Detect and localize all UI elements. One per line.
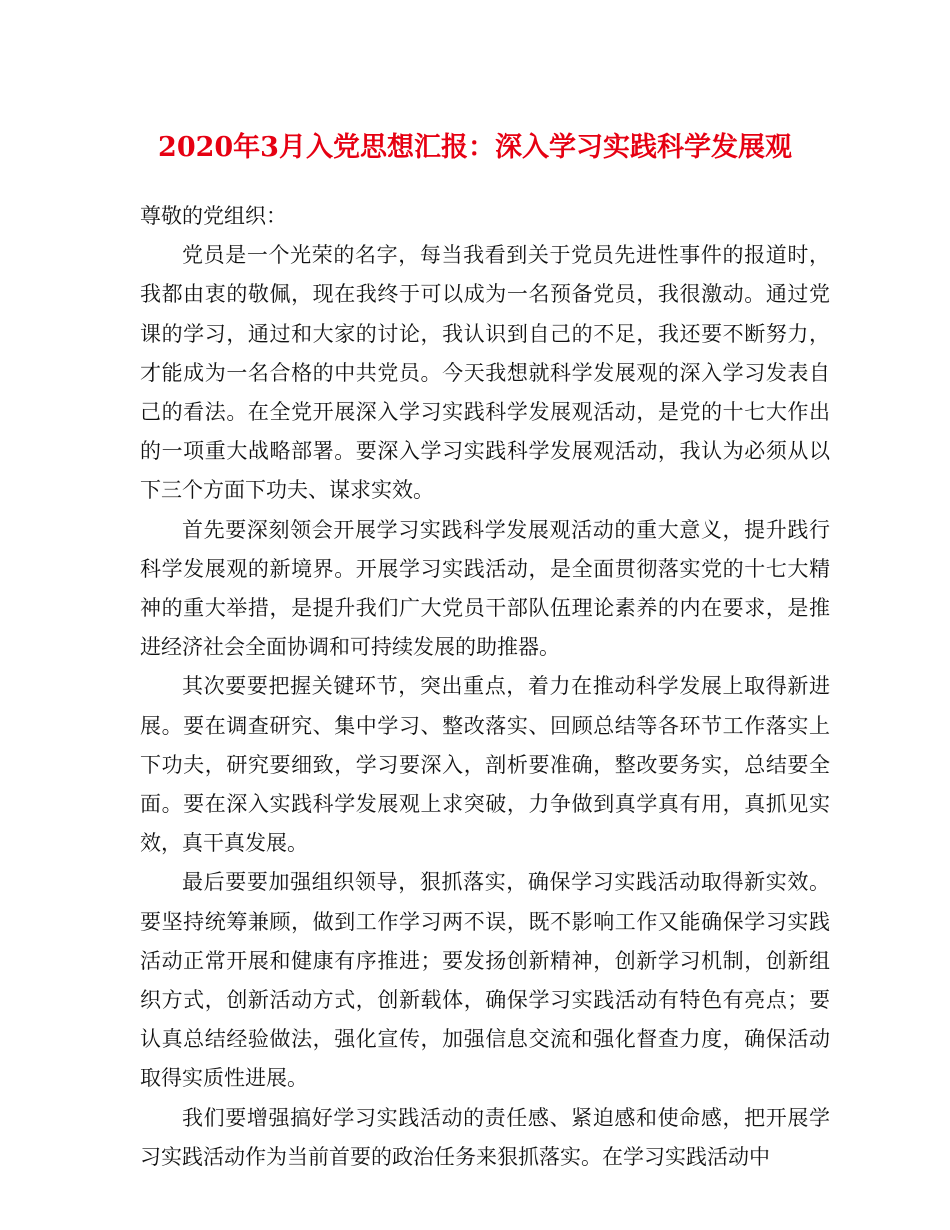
paragraph-5: 我们要增强搞好学习实践活动的责任感、紧迫感和使命感，把开展学习实践活动作为当前首要的政治任务来狠抓落实。在学习实践活动中 [140,1105,830,1169]
document-body [140,197,830,1177]
paragraph-1: 党员是一个光荣的名字，每当我看到关于党员先进性事件的报道时，我都由衷的敬佩，现在我终于可以成为一名预备党员，我很激动。通过党课的学习，通过和大家的讨论，我认识到自己的不足，我还要不断努力，才能成为一名合格的中共党员。今天我想就科学发展观的深入学习发表自己的看法。在全党开展深入学习实践科学发展观活动，是党的十七大作出的一项重大战略部署。要深入学习实践科学发展观活动，我认为必须从以下三个方面下功夫、谋求实效。 [140,243,830,503]
paragraph-2: 首先要深刻领会开展学习实践科学发展观活动的重大意义，提升践行科学发展观的新境界。开展学习实践活动，是全面贯彻落实党的十七大精神的重大举措，是提升我们广大党员干部队伍理论素养的内在要求，是推进经济社会全面协调和可持续发展的助推器。 [140,517,830,660]
greeting: 尊敬的党组织： [140,204,287,228]
document-title: 2020年3月入党思想汇报：深入学习实践科学发展观 [158,132,792,163]
paragraph-3: 其次要要把握关键环节，突出重点，着力在推动科学发展上取得新进展。要在调查研究、集中学习、整改落实、回顾总结等各环节工作落实上下功夫，研究要细致，学习要深入，剖析要准确，整改要务实，总结要全面。要在深入实践科学发展观上求突破，力争做到真学真有用，真抓见实效，真干真发展。 [140,674,830,856]
paragraph-4: 最后要要加强组织领导，狠抓落实，确保学习实践活动取得新实效。要坚持统筹兼顾，做到工作学习两不误，既不影响工作又能确保学习实践活动正常开展和健康有序推进；要发扬创新精神，创新学习机制，创新组织方式，创新活动方式，创新载体，确保学习实践活动有特色有亮点；要认真总结经验做法，强化宣传，加强信息交流和强化督查力度，确保活动取得实质性进展。 [140,870,830,1091]
